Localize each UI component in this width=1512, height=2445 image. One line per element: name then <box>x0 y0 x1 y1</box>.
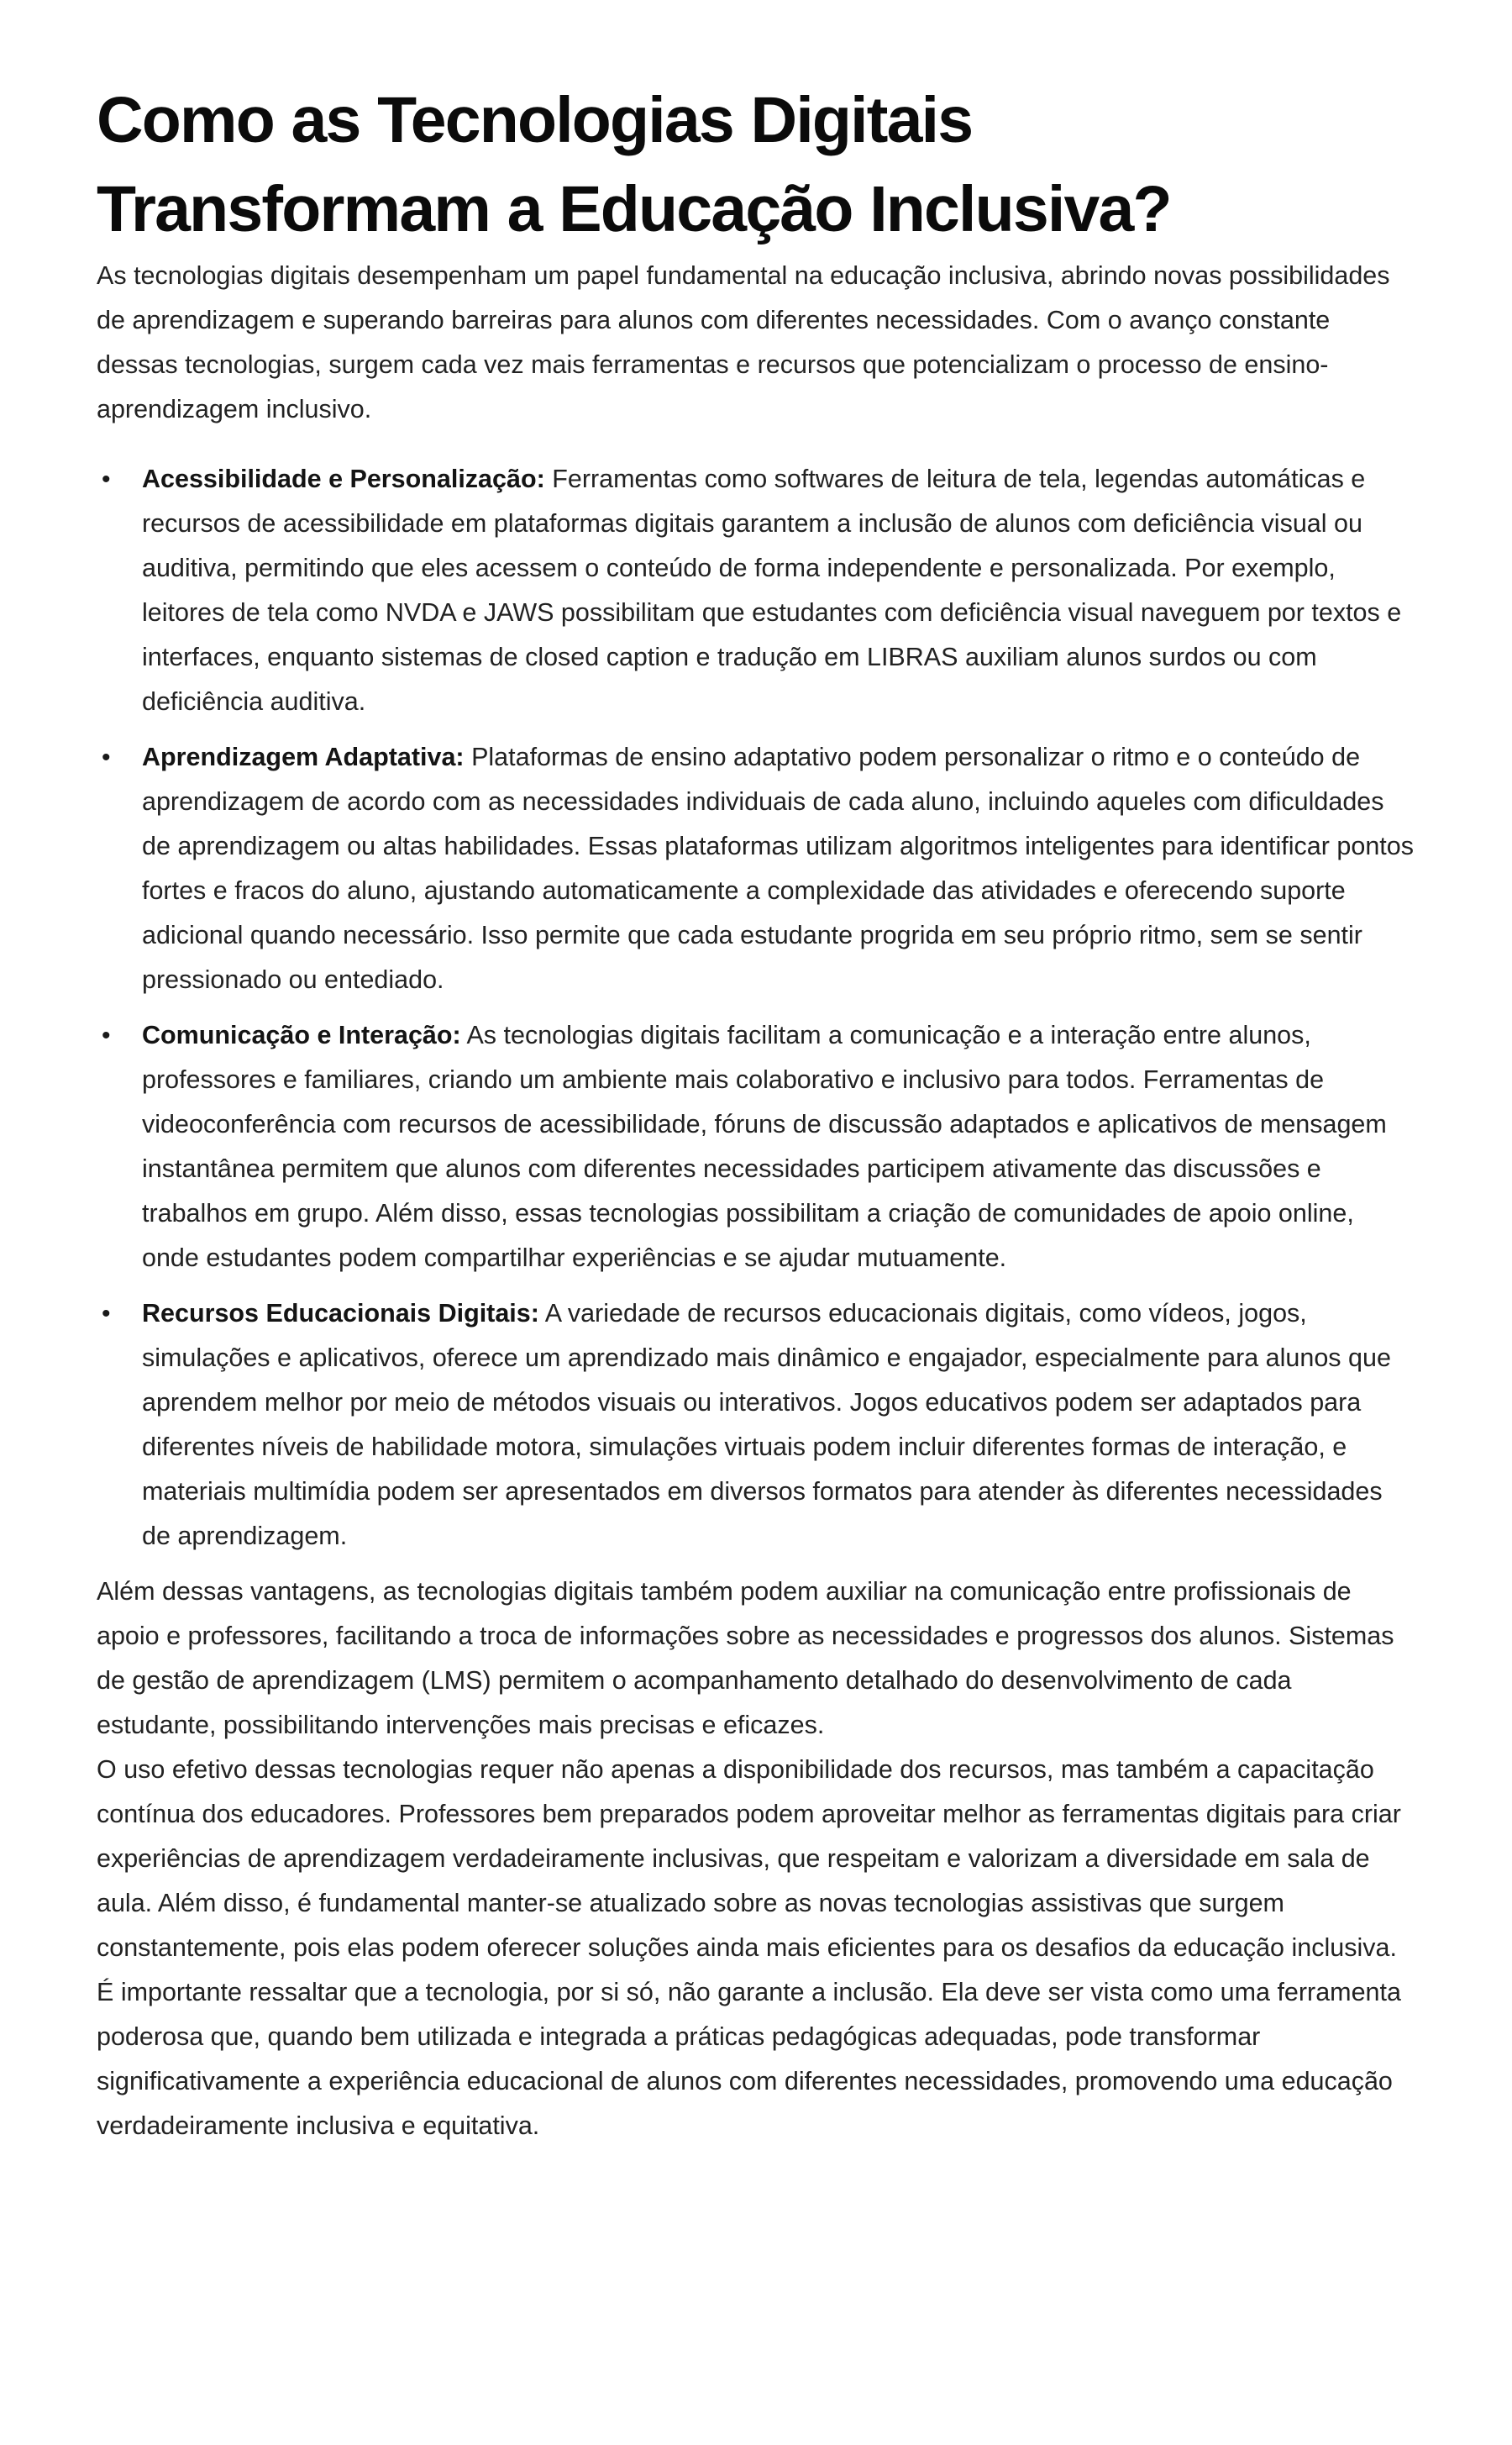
intro-paragraph: As tecnologias digitais desempenham um papel fundamental na educação inclusiva, abrindo novas possibilidades de aprendizagem e superando barreiras para alunos com diferentes necessidades. Com o avanço constante dessas tecnologias, surgem cada vez mais ferramentas e recursos que potencializam o processo de ensino-aprendizagem inclusivo. <box>97 261 1390 423</box>
list-item <box>97 735 1415 1002</box>
page-title <box>97 76 1415 254</box>
page-title-line-1: Como as Tecnologias Digitais <box>97 84 973 156</box>
paragraph-conclusion: É importante ressaltar que a tecnologia, por si só, não garante a inclusão. Ela deve ser vista como uma ferramenta poderosa que, quando bem utilizada e integrada a práticas pedagógicas adequadas, pode transformar significativamente a experiência educacional de alunos com diferentes necessidades, promovendo uma educação verdadeiramente inclusiva e equitativa. <box>97 1978 1401 2140</box>
paragraph-teacher-training: O uso efetivo dessas tecnologias requer não apenas a disponibilidade dos recursos, mas também a capacitação contínua dos educadores. Professores bem preparados podem aproveitar melhor as ferramentas digitais para criar experiências de aprendizagem verdadeiramente inclusivas, que respeitam e valorizam a diversidade em sala de aula. Além disso, é fundamental manter-se atualizado sobre as novas tecnologias assistivas que surgem constantemente, pois elas podem oferecer soluções ainda mais eficientes para os desafios da educação inclusiva. <box>97 1755 1401 1962</box>
paragraph-lms: Além dessas vantagens, as tecnologias digitais também podem auxiliar na comunicação entre profissionais de apoio e professores, facilitando a troca de informações sobre as necessidades e progressos dos alunos. Sistemas de gestão de aprendizagem (LMS) permitem o acompanhamento detalhado do desenvolvimento de cada estudante, possibilitando intervenções mais precisas e eficazes. <box>97 1577 1394 1739</box>
list-item-label: Acessibilidade e Personalização: <box>142 465 545 493</box>
list-item <box>97 1291 1415 1559</box>
bullet-icon: • <box>102 744 111 771</box>
list-item-label: Recursos Educacionais Digitais: <box>142 1299 539 1328</box>
bullet-icon: • <box>102 1022 111 1049</box>
page-title-line-2: Transformam a Educação Inclusiva? <box>97 173 1171 245</box>
list-item-label: Aprendizagem Adaptativa: <box>142 743 465 771</box>
list-item <box>97 457 1415 724</box>
bullet-icon: • <box>102 1300 111 1328</box>
list-item-label: Comunicação e Interação: <box>142 1021 461 1049</box>
list-item-text: Ferramentas como softwares de leitura de tela, legendas automáticas e recursos de acessibilidade em plataformas digitais garantem a inclusão de alunos com deficiência visual ou auditiva, permitindo que eles acessem o conteúdo de forma independente e personalizada. Por exemplo, leitores de tela como NVDA e JAWS possibilitam que estudantes com deficiência visual naveguem por textos e interfaces, enquanto sistemas de closed caption e tradução em LIBRAS auxiliam alunos surdos ou com deficiência auditiva. <box>142 465 1402 716</box>
list-item-text: A variedade de recursos educacionais digitais, como vídeos, jogos, simulações e aplicativos, oferece um aprendizado mais dinâmico e engajador, especialmente para alunos que aprendem melhor por meio de métodos visuais ou interativos. Jogos educativos podem ser adaptados para diferentes níveis de habilidade motora, simulações virtuais podem incluir diferentes formas de interação, e materiais multimídia podem ser apresentados em diversos formatos para atender às diferentes necessidades de aprendizagem. <box>142 1299 1391 1550</box>
list-item-text: Plataformas de ensino adaptativo podem personalizar o ritmo e o conteúdo de aprendizagem de acordo com as necessidades individuais de cada aluno, incluindo aqueles com dificuldades de aprendizagem ou altas habilidades. Essas plataformas utilizam algoritmos inteligentes para identificar pontos fortes e fracos do aluno, ajustando automaticamente a complexidade das atividades e oferecendo suporte adicional quando necessário. Isso permite que cada estudante progrida em seu próprio ritmo, sem se sentir pressionado ou entediado. <box>142 743 1414 994</box>
list-item <box>97 1013 1415 1280</box>
article-body <box>97 254 1415 2148</box>
list-item-text: As tecnologias digitais facilitam a comunicação e a interação entre alunos, professores e familiares, criando um ambiente mais colaborativo e inclusivo para todos. Ferramentas de videoconferência com recursos de acessibilidade, fóruns de discussão adaptados e aplicativos de mensagem instantânea permitem que alunos com diferentes necessidades participem ativamente das discussões e trabalhos em grupo. Além disso, essas tecnologias possibilitam a criação de comunidades de apoio online, onde estudantes podem compartilhar experiências e se ajudar mutuamente. <box>142 1021 1387 1272</box>
benefits-list <box>97 457 1415 1559</box>
bullet-icon: • <box>102 465 111 493</box>
